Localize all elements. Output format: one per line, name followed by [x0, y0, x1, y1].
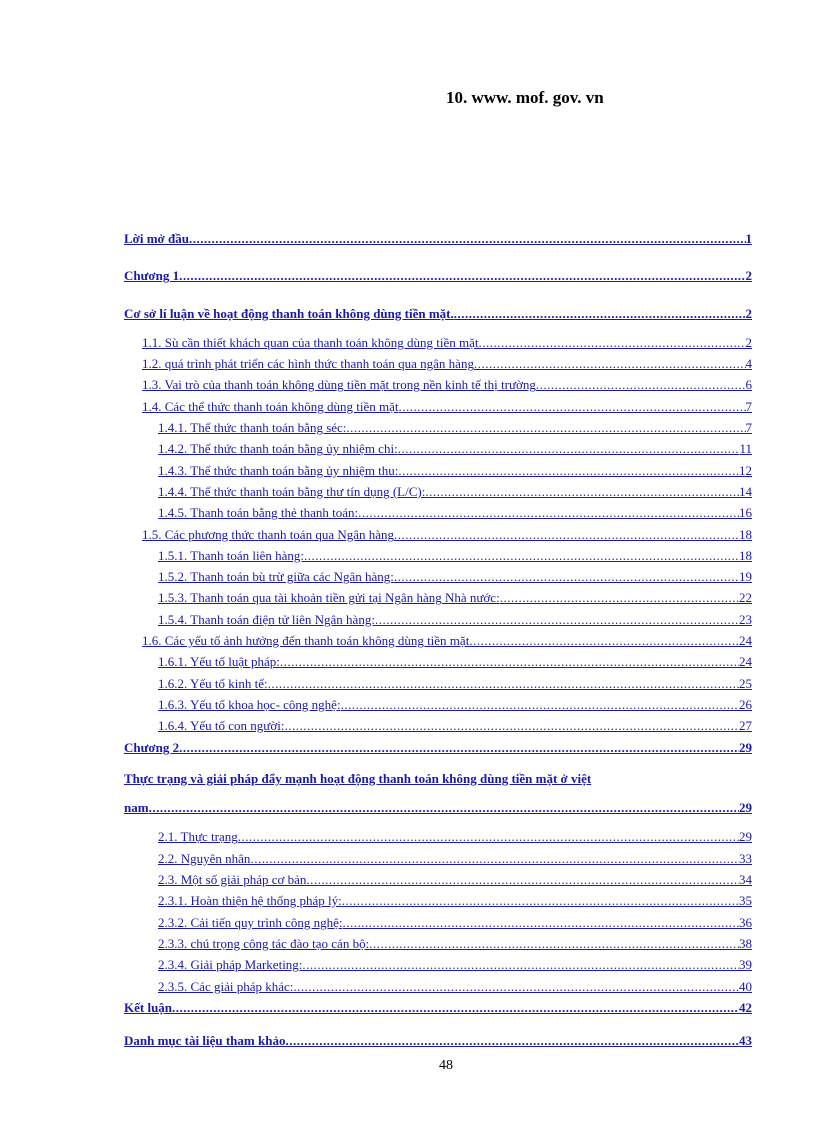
toc-entry-page: 40	[739, 978, 752, 994]
toc-dot-leader	[398, 438, 740, 459]
toc-entry-page: 29	[739, 829, 752, 845]
toc-entry-title: 2.3. Một số giải pháp cơ bản	[158, 872, 307, 888]
toc-entry[interactable]	[124, 265, 752, 286]
toc-entry-page: 11	[739, 441, 752, 457]
toc-entry[interactable]	[124, 438, 752, 459]
toc-entry[interactable]	[124, 869, 752, 890]
toc-entry-title: 1.5.1. Thanh toán liên hàng:	[158, 547, 304, 563]
toc-entry-title: nam	[124, 800, 149, 816]
toc-entry-page: 35	[739, 893, 752, 909]
toc-entry-page: 27	[739, 718, 752, 734]
toc-entry-title: 1.4. Các thể thức thanh toán không dùng tiền mặt	[142, 398, 399, 414]
toc-entry-page: 2	[745, 268, 752, 284]
toc-entry-page: 25	[739, 675, 752, 691]
toc-entry-page: 24	[739, 633, 752, 649]
toc-entry-title: 1.4.3. Thể thức thanh toán bằng ủy nhiệm thu:	[158, 462, 399, 478]
toc-entry-page: 26	[739, 696, 752, 712]
toc-entry-title: 1.6.3. Yếu tố khoa học- công nghệ:	[158, 696, 341, 712]
toc-entry-page: 1	[745, 231, 752, 246]
toc-entry[interactable]	[124, 417, 752, 438]
toc-entry[interactable]	[124, 997, 752, 1018]
toc-entry[interactable]	[124, 481, 752, 502]
toc-dot-leader	[306, 869, 739, 890]
toc-dot-leader	[346, 417, 745, 438]
toc-entry-title: Thực trạng và giải pháp đẩy mạnh hoạt động thanh toán không dùng tiền mặt ở việt	[124, 770, 592, 786]
toc-entry-title: 1.1. Sù cần thiết khách quan của thanh toán không dùng tiền mặt	[142, 334, 479, 350]
toc-dot-leader	[500, 587, 739, 608]
toc-entry-title: Kết luận	[124, 999, 173, 1015]
toc-entry-page: 6	[745, 377, 752, 393]
toc-entry-title: 1.5.3. Thanh toán qua tài khoản tiền gửi tại Ngân hàng Nhà nước:	[158, 590, 500, 606]
toc-entry-title: 1.5.4. Thanh toán điện tử liên Ngân hàng:	[158, 611, 375, 627]
toc-entry-page: 43	[739, 1033, 752, 1049]
toc-entry[interactable]	[124, 1030, 752, 1051]
toc-entry[interactable]	[124, 524, 752, 545]
toc-entry[interactable]	[124, 694, 752, 715]
toc-entry-page: 42	[739, 999, 752, 1015]
toc-dot-leader	[280, 651, 739, 672]
toc-entry[interactable]	[124, 737, 752, 758]
toc-entry-title: 2.3.2. Cải tiến quy trình công nghệ:	[158, 914, 343, 930]
toc-dot-leader	[179, 737, 739, 758]
toc-entry[interactable]	[124, 630, 752, 651]
toc-entry-page: 2	[745, 305, 752, 321]
toc-dot-leader	[425, 481, 739, 502]
toc-dot-leader	[238, 826, 739, 847]
toc-entry[interactable]	[124, 715, 752, 736]
toc-entry-title: Chương 1	[124, 268, 180, 284]
toc-entry-title: 1.6.1. Yếu tố luật pháp:	[158, 654, 280, 670]
toc-entry[interactable]	[124, 545, 752, 566]
toc-entry[interactable]	[124, 332, 752, 353]
toc-dot-leader	[304, 545, 739, 566]
toc-entry-title: 1.5. Các phương thức thanh toán qua Ngân hàng	[142, 526, 395, 542]
toc-entry-title: 1.3. Vai trò của thanh toán không dùng tiền mặt trong nền kinh tế thị trường	[142, 377, 536, 393]
toc-entry[interactable]	[124, 954, 752, 975]
toc-dot-leader	[149, 797, 739, 818]
toc-entry-page: 24	[739, 654, 752, 670]
toc-entry-page: 38	[739, 935, 752, 951]
toc-entry-title: 1.4.2. Thể thức thanh toán bằng ủy nhiệm chi:	[158, 441, 398, 457]
toc-entry-page: 39	[739, 957, 752, 973]
toc-entry-title: Danh mục tài liệu tham khảo	[124, 1033, 286, 1049]
toc-entry-page: 36	[739, 914, 752, 930]
toc-dot-leader	[399, 396, 746, 417]
toc-dot-leader	[394, 566, 739, 587]
toc-entry-page: 18	[739, 547, 752, 563]
toc-dot-leader	[474, 353, 746, 374]
toc-entry[interactable]	[124, 609, 752, 630]
toc-entry[interactable]	[124, 303, 752, 324]
toc-dot-leader	[478, 332, 745, 353]
toc-entry-page: 29	[739, 739, 752, 755]
toc-entry-title: 1.6.2. Yếu tố kinh tế:	[158, 675, 268, 691]
toc-dot-leader	[343, 912, 739, 933]
toc-entry[interactable]	[124, 396, 752, 417]
toc-dot-leader	[358, 502, 739, 523]
toc-entry-page: 7	[745, 420, 752, 436]
toc-entry-title: Chương 2	[124, 739, 180, 755]
toc-entry-title: 2.1. Thực trạng	[158, 829, 238, 845]
toc-dot-leader	[454, 303, 746, 324]
toc-entry-page: 19	[739, 569, 752, 585]
reference-line: 10. www. mof. gov. vn	[446, 88, 604, 107]
toc-dot-leader	[369, 933, 739, 954]
toc-entry-title: 1.5.2. Thanh toán bù trừ giữa các Ngân hàng:	[158, 569, 394, 585]
toc-dot-leader	[375, 609, 739, 630]
toc-entry[interactable]	[124, 374, 752, 395]
toc-dot-leader	[250, 848, 739, 869]
toc-entry[interactable]	[124, 502, 752, 523]
toc-dot-leader	[285, 1030, 739, 1051]
toc-dot-leader	[536, 374, 746, 395]
toc-dot-leader	[469, 630, 739, 651]
toc-entry-title: 1.2. quá trình phát triển các hình thức thanh toán qua ngân hàng	[142, 356, 474, 372]
toc-entry[interactable]	[124, 228, 752, 249]
toc-dot-leader	[341, 694, 739, 715]
toc-dot-leader	[179, 265, 745, 286]
toc-entry-title: 2.3.4. Giải pháp Marketing:	[158, 957, 303, 973]
toc-dot-leader	[342, 890, 739, 911]
toc-entry-page: 2	[745, 334, 752, 350]
toc-entry-page: 22	[739, 590, 752, 606]
toc-entry[interactable]	[124, 912, 752, 933]
toc-entry-title: 1.4.5. Thanh toán bằng thẻ thanh toán:	[158, 505, 359, 521]
toc-entry[interactable]	[124, 890, 752, 911]
toc-entry-page: 7	[745, 398, 752, 414]
toc-entry-title: Lời mở đầu	[124, 231, 189, 246]
toc-dot-leader	[284, 715, 739, 736]
toc-entry-page: 29	[739, 800, 752, 816]
page-number: 48	[439, 1058, 453, 1073]
toc-dot-leader	[172, 997, 739, 1018]
toc-entry-title: 2.3.5. Các giải pháp khác:	[158, 978, 294, 994]
toc-entry[interactable]	[124, 673, 752, 694]
toc-entry-page: 4	[745, 356, 752, 372]
toc-entry-title: 1.4.1. Thể thức thanh toán bằng séc:	[158, 420, 347, 436]
toc-entry[interactable]	[124, 566, 752, 587]
toc-entry-page: 16	[739, 505, 752, 521]
toc-entry[interactable]	[124, 768, 752, 789]
toc-dot-leader	[398, 460, 739, 481]
toc-entry[interactable]	[124, 797, 752, 818]
toc-entry-page: 23	[739, 611, 752, 627]
toc-entry-page: 12	[739, 462, 752, 478]
toc-entry[interactable]	[124, 460, 752, 481]
toc-entry-title: Cơ sở lí luận về hoạt động thanh toán không dùng tiền mặt.	[124, 305, 454, 321]
toc-entry-page: 14	[739, 483, 752, 499]
toc-entry-page: 18	[739, 526, 752, 542]
toc-entry[interactable]	[124, 848, 752, 869]
toc-entry[interactable]	[124, 651, 752, 672]
toc-entry[interactable]	[124, 587, 752, 608]
toc-dot-leader	[302, 954, 739, 975]
toc-entry[interactable]	[124, 933, 752, 954]
toc-entry[interactable]	[124, 826, 752, 847]
toc-dot-leader	[268, 673, 739, 694]
toc-entry[interactable]	[124, 353, 752, 374]
toc-entry-title: 1.6.4. Yếu tố con người:	[158, 718, 285, 734]
toc-entry-page: 33	[739, 850, 752, 866]
toc-dot-leader	[293, 976, 739, 997]
toc-entry[interactable]	[124, 976, 752, 997]
toc-entry-title: 2.2. Nguyên nhân	[158, 850, 251, 866]
toc-entry-title: 1.4.4. Thể thức thanh toán bằng thư tín dụng (L/C):	[158, 483, 426, 499]
toc-entry-page: 34	[739, 872, 752, 888]
toc-dot-leader	[394, 524, 739, 545]
toc-dot-leader	[189, 228, 746, 249]
table-of-contents	[124, 210, 752, 1051]
toc-entry-title: 1.6. Các yếu tố ảnh hưởng đến thanh toán không dùng tiền mặt	[142, 633, 470, 649]
toc-entry-title: 2.3.1. Hoàn thiện hệ thống pháp lý:	[158, 893, 342, 909]
toc-entry-title: 2.3.3. chú trọng công tác đào tạo cán bộ:	[158, 935, 370, 951]
